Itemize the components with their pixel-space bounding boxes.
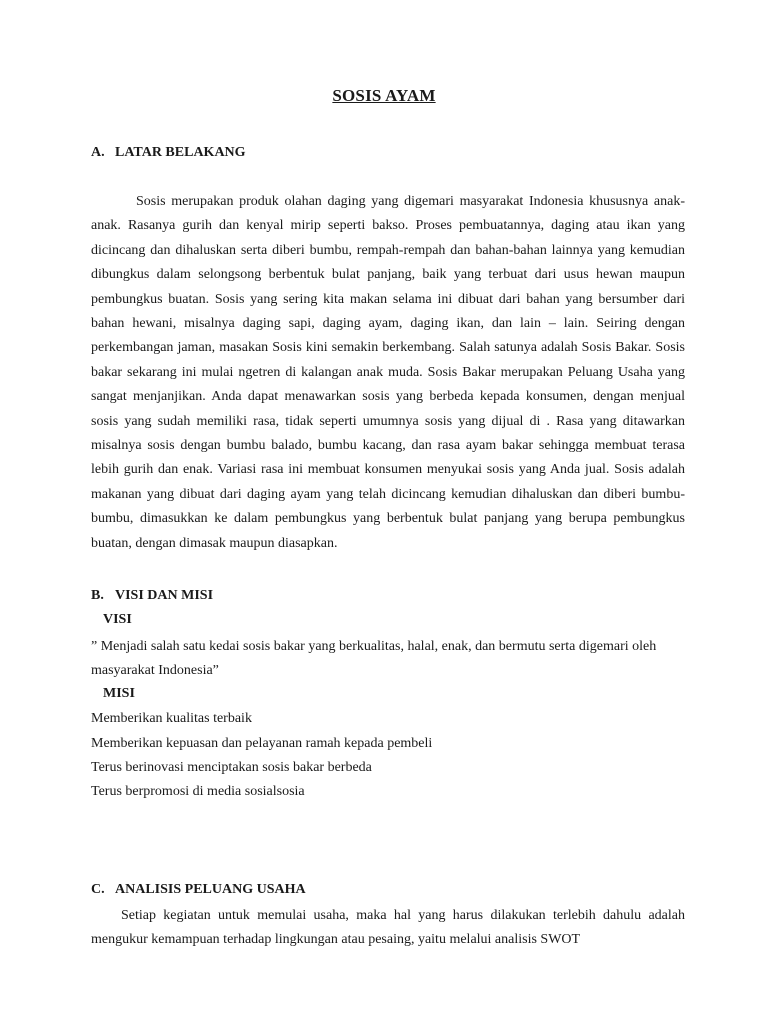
section-c-title: ANALISIS PELUANG USAHA <box>115 882 306 897</box>
section-c-number: C. <box>91 882 105 897</box>
section-c-paragraph: Setiap kegiatan untuk memulai usaha, maka hal yang harus dilakukan terlebih dahulu adalah mengukur kemampuan terhadap lingkungan atau pesaing, yaitu melalui analisis SWOT <box>91 908 685 948</box>
misi-item: Memberikan kualitas terbaik <box>91 711 252 726</box>
misi-item: Terus berpromosi di media sosialsosia <box>91 784 305 799</box>
visi-label: VISI <box>103 612 132 627</box>
misi-label: MISI <box>103 686 135 701</box>
section-a-heading <box>91 145 246 161</box>
section-b-title: VISI DAN MISI <box>115 588 214 603</box>
visi-statement: ” Menjadi salah satu kedai sosis bakar yang berkualitas, halal, enak, dan bermutu serta digemari oleh masyarakat Indonesia” <box>91 639 657 679</box>
section-b-number: B. <box>91 588 104 603</box>
section-a-title: LATAR BELAKANG <box>115 145 246 160</box>
section-a-paragraph: Sosis merupakan produk olahan daging yang digemari masyarakat Indonesia khususnya anak-anak. Rasanya gurih dan kenyal mirip seperti bakso. Proses pembuatannya, daging atau ikan yang dicincang dan dihaluskan serta diberi bumbu, rempah-rempah dan bahan-bahan lainnya yang kemudian dibungkus dalam selongsong berbentuk bulat panjang, baik yang terbuat dari usus hewan maupun pembungkus buatan. Sosis yang sering kita makan selama ini dibuat dari bahan yang bersumber dari bahan hewani, misalnya daging sapi, daging ayam, daging ikan, dan lain – lain. Seiring dengan perkembangan jaman, masakan Sosis kini semakin berkembang. Salah satunya adalah Sosis Bakar. Sosis bakar sekarang ini mulai ngetren di kalangan anak muda. Sosis Bakar merupakan Peluang Usaha yang sangat menjanjikan. Anda dapat menawarkan sosis yang berbeda kepada konsumen, dengan menjual sosis yang sudah memiliki rasa, tidak seperti umumnya sosis yang dijual di . Rasa yang ditawarkan misalnya sosis dengan bumbu balado, bumbu kacang, dan rasa ayam bakar sehingga membuat terasa lebih gurih dan enak. Variasi rasa ini membuat konsumen menyukai sosis yang Anda jual. Sosis adalah makanan yang dibuat dari daging ayam yang telah dicincang kemudian dihaluskan dan diberi bumbu-bumbu, dimasukkan ke dalam pembungkus yang berbentuk bulat panjang yang berupa pembungkus buatan, dengan dimasak maupun diasapkan. <box>91 194 685 551</box>
section-b-heading <box>91 588 213 604</box>
section-a-number: A. <box>91 145 105 160</box>
misi-item: Terus berinovasi menciptakan sosis bakar berbeda <box>91 760 372 775</box>
section-c-heading <box>91 882 306 898</box>
misi-item: Memberikan kepuasan dan pelayanan ramah kepada pembeli <box>91 736 433 751</box>
document-title: SOSIS AYAM <box>332 86 436 105</box>
